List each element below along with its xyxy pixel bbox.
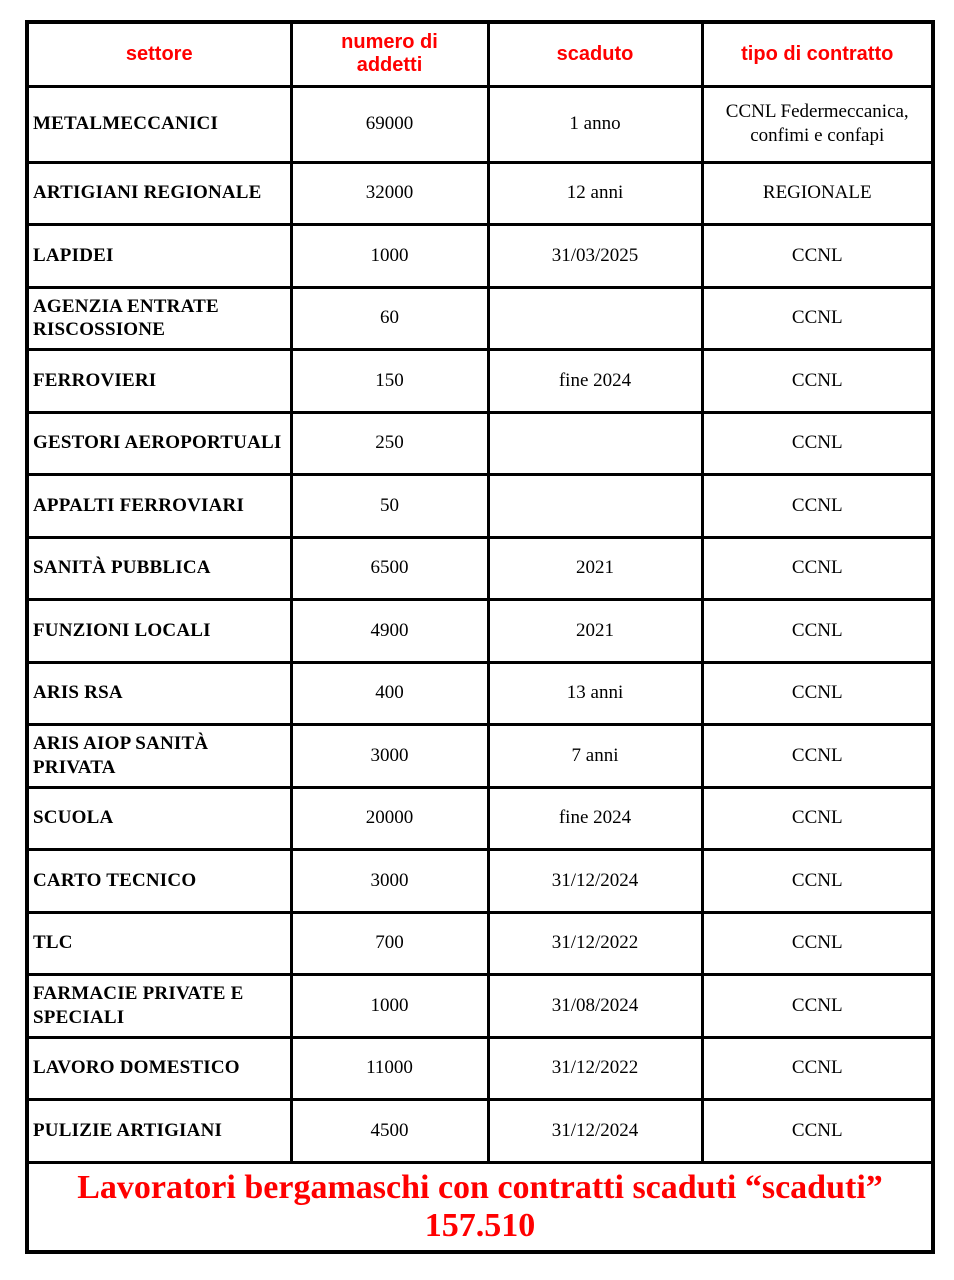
cell-scaduto: 31/12/2022 [488,912,702,975]
cell-tipo: CCNL [702,1100,933,1163]
cell-scaduto: 12 anni [488,162,702,225]
cell-addetti: 20000 [291,787,488,850]
cell-tipo: CCNL [702,725,933,788]
cell-settore: GESTORI AEROPORTUALI [27,412,291,475]
cell-settore: LAPIDEI [27,225,291,288]
cell-addetti: 1000 [291,975,488,1038]
cell-settore: PULIZIE ARTIGIANI [27,1100,291,1163]
cell-addetti: 1000 [291,225,488,288]
cell-settore: AGENZIA ENTRATE RISCOSSIONE [27,287,291,350]
cell-tipo: CCNL [702,537,933,600]
cell-scaduto [488,412,702,475]
table-row [27,225,933,288]
cell-tipo: CCNL [702,225,933,288]
cell-settore: FARMACIE PRIVATE E SPECIALI [27,975,291,1038]
table-row [27,537,933,600]
cell-tipo: CCNL [702,850,933,913]
table-body [27,86,933,1162]
cell-addetti: 250 [291,412,488,475]
contracts-table [25,20,935,1254]
cell-addetti: 50 [291,475,488,538]
cell-settore: FERROVIERI [27,350,291,413]
cell-settore: CARTO TECNICO [27,850,291,913]
table-row [27,912,933,975]
cell-settore: SANITÀ PUBBLICA [27,537,291,600]
cell-tipo: CCNL [702,350,933,413]
table-row [27,1037,933,1100]
cell-scaduto: 31/12/2024 [488,1100,702,1163]
cell-settore: LAVORO DOMESTICO [27,1037,291,1100]
cell-addetti: 69000 [291,86,488,162]
cell-addetti: 11000 [291,1037,488,1100]
cell-scaduto: fine 2024 [488,350,702,413]
cell-scaduto: 2021 [488,537,702,600]
cell-settore: ARIS RSA [27,662,291,725]
cell-scaduto: 1 anno [488,86,702,162]
cell-addetti: 4500 [291,1100,488,1163]
cell-tipo: CCNL [702,787,933,850]
table-row [27,600,933,663]
footer-cell [27,1162,933,1252]
cell-scaduto: fine 2024 [488,787,702,850]
header-tipo: tipo di contratto [702,22,933,86]
cell-tipo: CCNL [702,662,933,725]
footer-caption: Lavoratori bergamaschi con contratti scaduti “scaduti” [77,1168,883,1206]
table-row [27,412,933,475]
cell-addetti: 32000 [291,162,488,225]
cell-addetti: 3000 [291,725,488,788]
table-row [27,850,933,913]
cell-scaduto: 13 anni [488,662,702,725]
cell-tipo: REGIONALE [702,162,933,225]
header-settore: settore [27,22,291,86]
cell-tipo: CCNL [702,475,933,538]
cell-settore: SCUOLA [27,787,291,850]
header-scaduto: scaduto [488,22,702,86]
table-row [27,86,933,162]
footer-total: 157.510 [424,1206,536,1244]
cell-tipo: CCNL [702,975,933,1038]
cell-addetti: 400 [291,662,488,725]
cell-scaduto: 31/08/2024 [488,975,702,1038]
cell-scaduto: 2021 [488,600,702,663]
header-row [27,22,933,86]
cell-addetti: 150 [291,350,488,413]
cell-settore: ARTIGIANI REGIONALE [27,162,291,225]
table-row [27,725,933,788]
table-row [27,287,933,350]
cell-addetti: 4900 [291,600,488,663]
cell-settore: METALMECCANICI [27,86,291,162]
header-addetti: numero di addetti [291,22,488,86]
table-row [27,787,933,850]
cell-tipo: CCNL [702,412,933,475]
cell-addetti: 60 [291,287,488,350]
cell-tipo: CCNL [702,287,933,350]
cell-tipo: CCNL [702,1037,933,1100]
table-row [27,475,933,538]
cell-addetti: 3000 [291,850,488,913]
cell-tipo: CCNL [702,600,933,663]
cell-tipo: CCNL [702,912,933,975]
cell-scaduto [488,475,702,538]
table-row [27,162,933,225]
table-row [27,662,933,725]
cell-addetti: 6500 [291,537,488,600]
cell-scaduto [488,287,702,350]
cell-scaduto: 31/12/2022 [488,1037,702,1100]
footer-row [27,1162,933,1252]
cell-settore: APPALTI FERROVIARI [27,475,291,538]
table-row [27,1100,933,1163]
table-row [27,975,933,1038]
table-row [27,350,933,413]
cell-settore: TLC [27,912,291,975]
cell-scaduto: 31/12/2024 [488,850,702,913]
cell-settore: ARIS AIOP SANITÀ PRIVATA [27,725,291,788]
cell-tipo: CCNL Federmeccanica, confimi e confapi [702,86,933,162]
cell-addetti: 700 [291,912,488,975]
cell-settore: FUNZIONI LOCALI [27,600,291,663]
cell-scaduto: 31/03/2025 [488,225,702,288]
cell-scaduto: 7 anni [488,725,702,788]
